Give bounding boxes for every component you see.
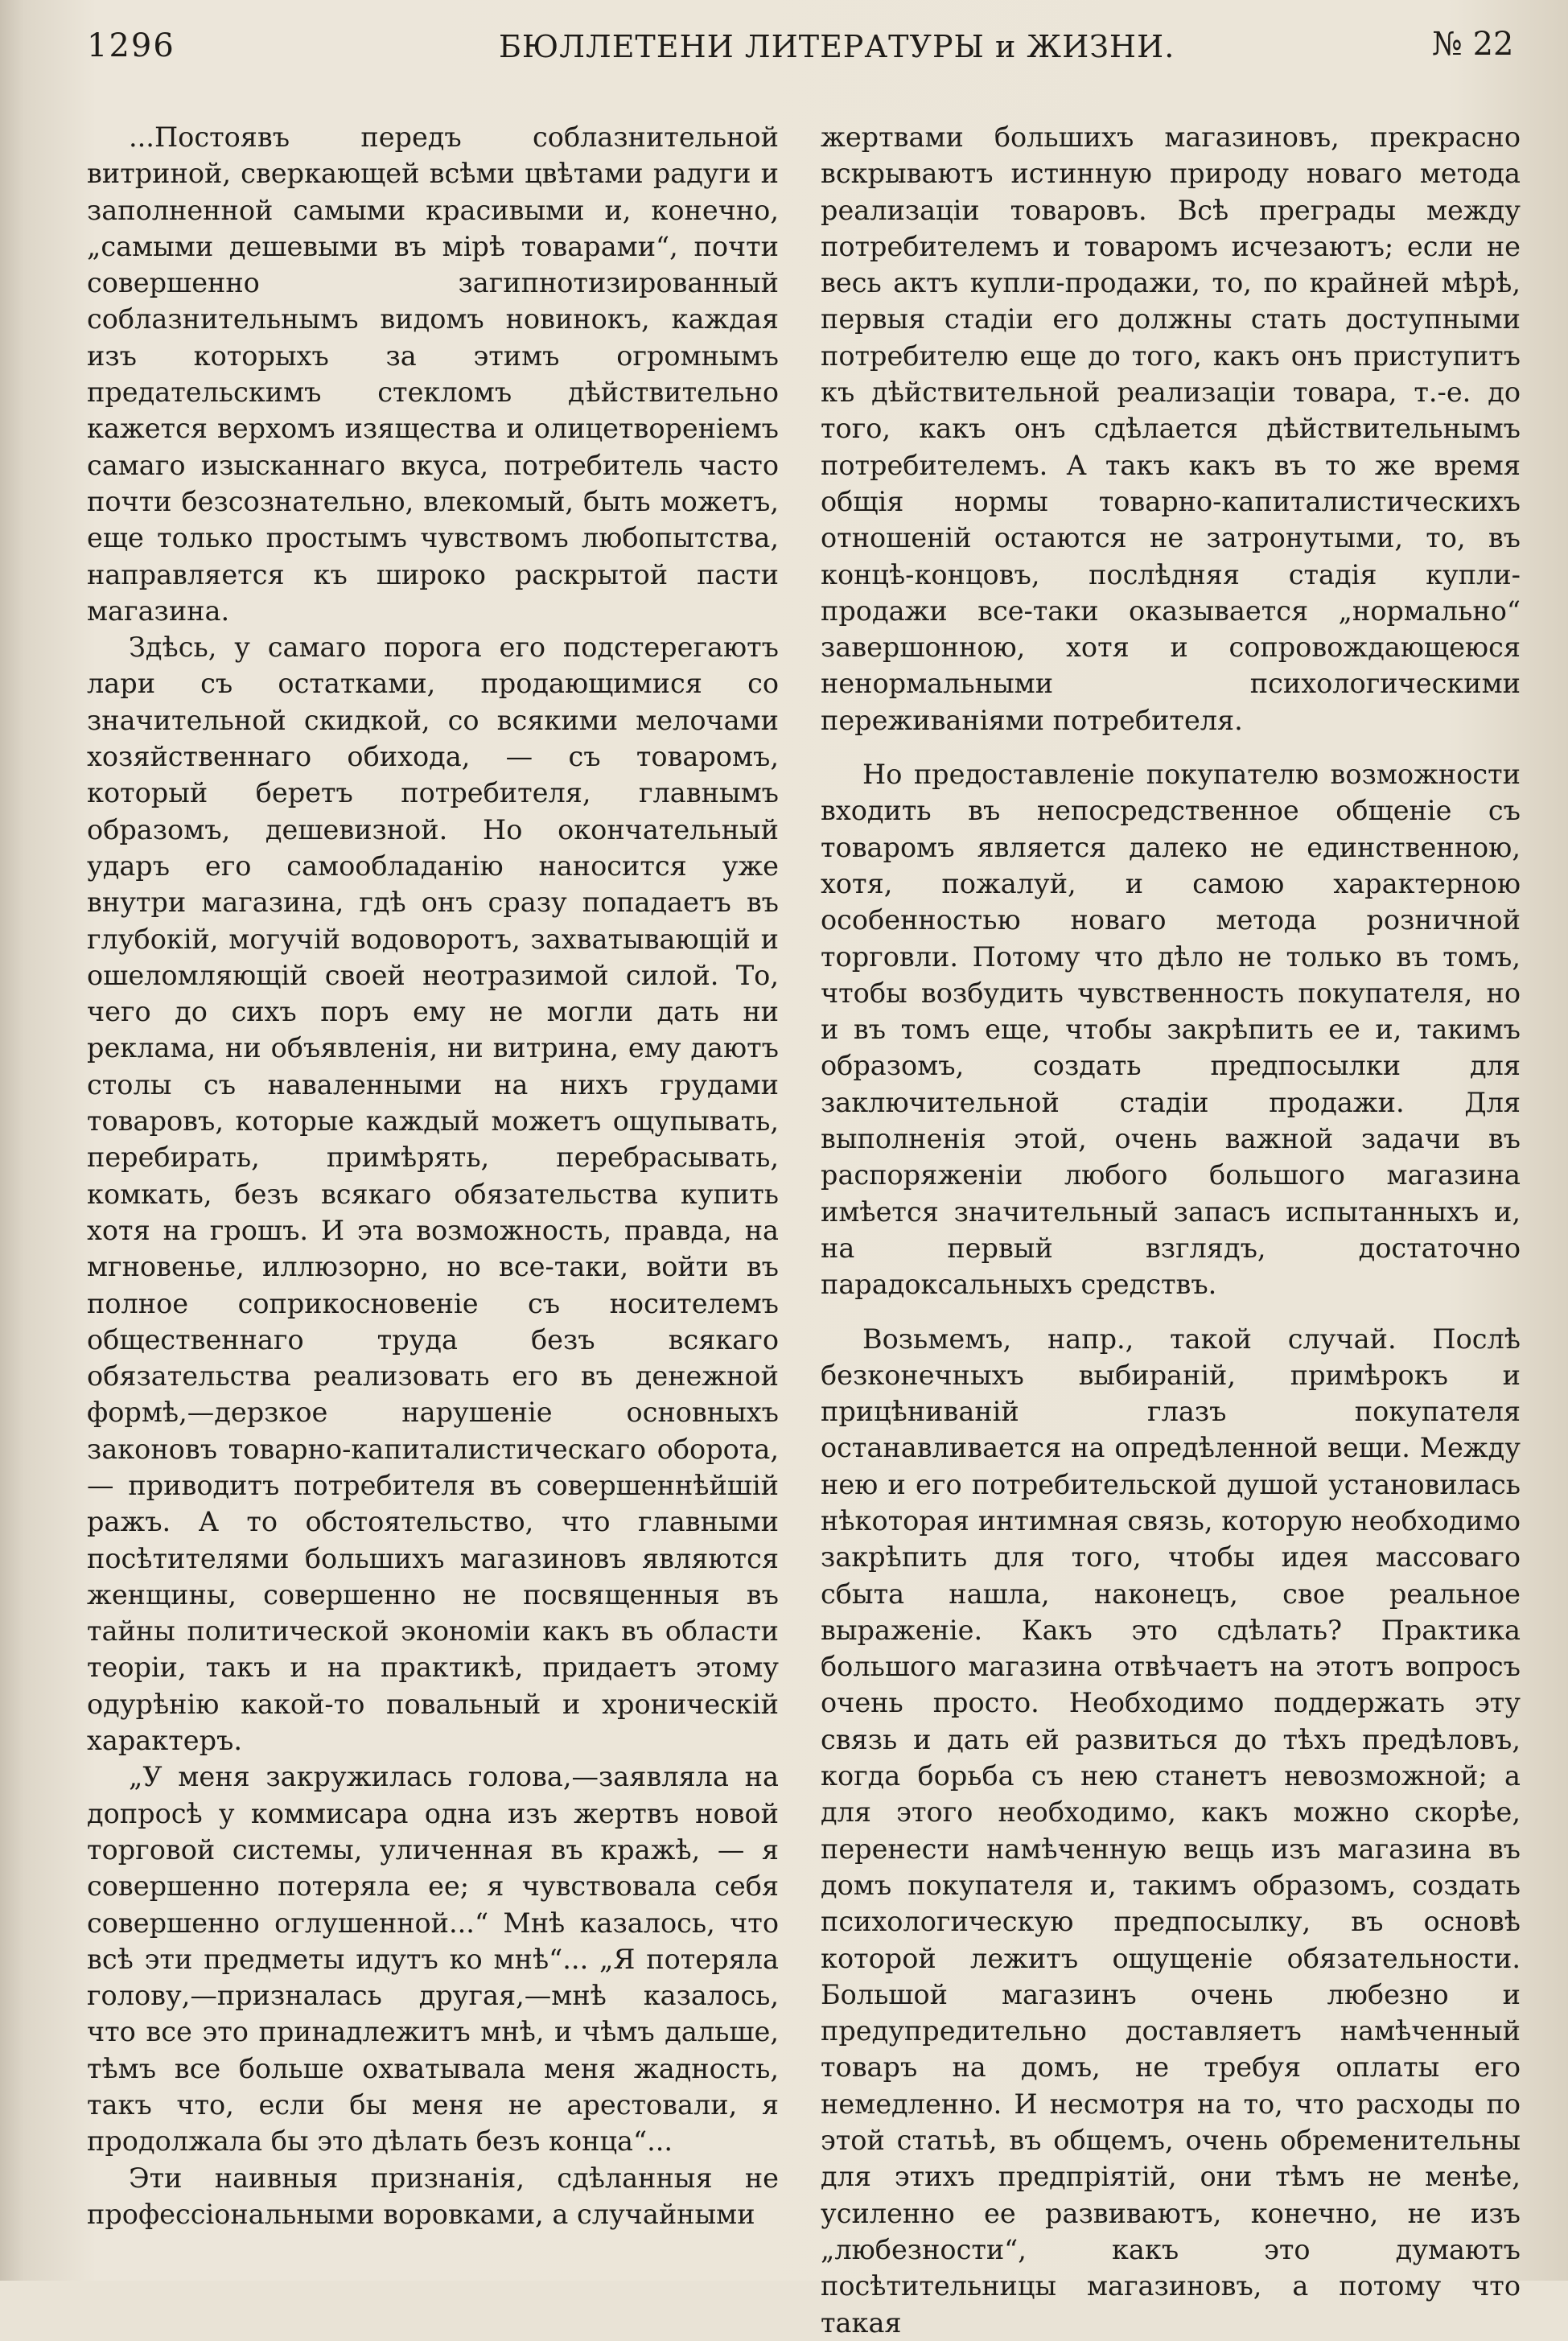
left-column	[87, 119, 779, 2259]
paragraph: Здѣсь, у самаго порога его подстерегаютъ лари съ остатками, продающимися со значительной скидкой, со всякими мелочами хозяйственнаго обихода, — съ товаромъ, который беретъ потребителя, главнымъ образомъ, дешевизной. Но окончательный ударъ его самообладанію наносится уже внутри магазина, гдѣ онъ сразу попадаетъ въ глубокій, могучій водоворотъ, захватывающій и ошеломляющій своей неотразимой силой. То, чего до сихъ поръ ему не могли дать ни реклама, ни объявленія, ни витрина, ему даютъ столы съ наваленными на нихъ грудами товаровъ, которые каждый можетъ ощупывать, перебирать, примѣрять, перебрасывать, комкать, безъ всякаго обязательства купить хотя на грошъ. И эта возможность, правда, на мгновенье, иллюзорно, но все-таки, войти въ полное соприкосновеніе съ носителемъ общественнаго труда безъ всякаго обязательства реализовать его въ денежной формѣ,—дерзкое нарушеніе основныхъ законовъ товарно-капиталистическаго оборота, — приводитъ потребителя въ совершеннѣйшій ражъ. А то обстоятельство, что главными посѣтителями большихъ магазиновъ являются женщины, совершенно не посвященныя въ тайны политической экономіи какъ въ области теоріи, такъ и на практикѣ, придаетъ этому одурѣнію какой-то повальный и хроническій характеръ.	[87, 632, 779, 1757]
paragraph: жертвами большихъ магазиновъ, прекрасно вскрываютъ истинную природу новаго метода реализаціи товаровъ. Всѣ преграды между потребителемъ и товаромъ исчезаютъ; если не весь актъ купли-продажи, то, по крайней мѣрѣ, первыя стадіи его должны стать доступными потребителю еще до того, какъ онъ приступитъ къ дѣйствительной реализаціи товара, т.-е. до того, какъ онъ сдѣлается дѣйствительнымъ потребителемъ. А такъ какъ въ то же время общія нормы товарно-капиталистическихъ отношеній остаются не затронутыми, то, въ концѣ-концовъ, послѣдняя стадія купли-продажи все-таки оказывается „нормально“ завершонною, хотя и сопровождающеюся ненормальными психологическими переживаніями потребителя.	[821, 121, 1521, 736]
paragraph: „У меня закружилась голова,—заявляла на допросѣ у коммисара одна изъ жертвъ новой торговой системы, уличенная въ кражѣ, — я совершенно потеряла ее; я чувствовала себя совершенно оглушенной...“ Мнѣ казалось, что всѣ эти предметы идутъ ко мнѣ“... „Я потеряла голову,—призналась другая,—мнѣ казалось, что все это принадлежитъ мнѣ, и чѣмъ дальше, тѣмъ все больше охватывала меня жадность, такъ что, если бы меня не арестовали, я продолжала бы это дѣлать безъ конца“...	[87, 1761, 779, 2158]
page-header	[0, 23, 1568, 71]
paragraph: ...Постоявъ передъ соблазнительной витриной, сверкающей всѣми цвѣтами радуги и заполненной самыми красивыми и, конечно, „самыми дешевыми въ мірѣ товарами“, почти совершенно загипнотизированный соблазнительнымъ видомъ новинокъ, каждая изъ которыхъ за этимъ огромнымъ предательскимъ стекломъ дѣйствительно кажется верхомъ изящества и олицетвореніемъ самаго изысканнаго вкуса, потребитель часто почти безсознательно, влекомый, быть можетъ, еще только простымъ чувствомъ любопытства, направляется къ широко раскрытой пасти магазина.	[87, 121, 779, 627]
right-column	[821, 119, 1521, 2339]
running-title: БЮЛЛЕТЕНИ ЛИТЕРАТУРЫ и ЖИЗНИ.	[499, 29, 1175, 64]
paragraph: Но предоставленіе покупателю возможности входить въ непосредственное общеніе съ товаромъ является далеко не единственною, хотя, пожалуй, и самою характерною особенностью новаго метода розничной торговли. Потому что дѣло не только въ томъ, чтобы возбудить чувственность покупателя, но и въ томъ еще, чтобы закрѣпить ее и, такимъ образомъ, создать предпосылки для заключительной стадіи продажи. Для выполненія этой, очень важной задачи въ распоряженіи любого большого магазина имѣется значительный запасъ испытанныхъ и, на первый взглядъ, достаточно парадоксальныхъ средствъ.	[821, 759, 1521, 1301]
issue-number: № 22	[1432, 26, 1514, 63]
paragraph: Возьмемъ, напр., такой случай. Послѣ безконечныхъ выбираній, примѣрокъ и прицѣниваній глазъ покупателя останавливается на опредѣленной вещи. Между нею и его потребительской душой установилась нѣкоторая интимная связь, которую необходимо закрѣпить для того, чтобы идея массоваго сбыта нашла, наконецъ, свое реальное выраженіе. Какъ это сдѣлать? Практика большого магазина отвѣчаетъ на этотъ вопросъ очень просто. Необходимо поддержать эту связь и дать ей развиться до тѣхъ предѣловъ, когда борьба съ нею станетъ невозможной; а для этого необходимо, какъ можно скорѣе, перенести намѣченную вещь изъ магазина въ домъ покупателя и, такимъ образомъ, создать психологическую предпосылку, въ основѣ которой лежитъ ощущеніе обязательности. Большой магазинъ очень любезно и предупредительно доставляетъ намѣченный товаръ на домъ, не требуя оплаты его немедленно. И несмотря на то, что расходы по этой статьѣ, въ общемъ, очень обременительны для этихъ предпріятій, они тѣмъ не менѣе, усиленно ее развиваютъ, конечно, не изъ „любезности“, какъ это думаютъ посѣтительницы магазиновъ, а потому что такая	[821, 1323, 1521, 2339]
page-number: 1296	[87, 27, 175, 64]
paragraph: Эти наивныя признанія, сдѣланныя не профессіональными воровками, а случайными	[87, 2162, 779, 2230]
